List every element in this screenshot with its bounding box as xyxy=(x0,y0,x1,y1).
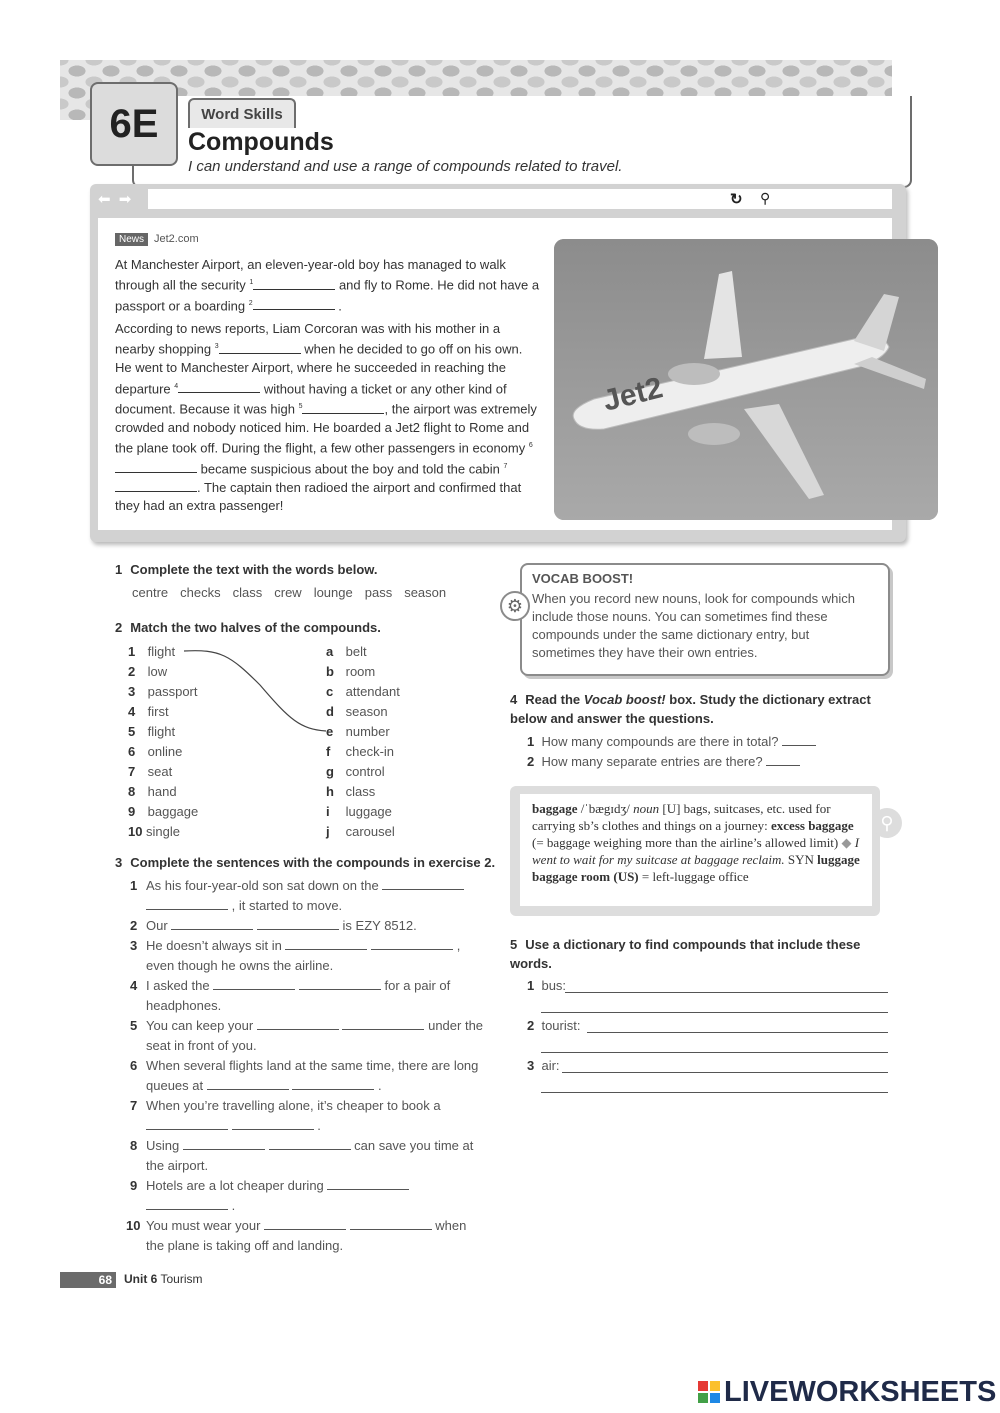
ex1-heading: 1 Complete the text with the words below. xyxy=(115,562,378,577)
vocab-boost-text: When you record new nouns, look for compounds which include those nouns. You can sometimes find these compounds under the same dictionary entry, but sometimes they have their own entries. xyxy=(532,591,856,660)
ex3-sentence-6: 6 When several flights land at the same time, there are long queues at . xyxy=(130,1058,479,1093)
news-site: Jet2.com xyxy=(154,233,199,245)
match-left-item: 4 first xyxy=(128,704,169,719)
plane-livery: Jet2 xyxy=(599,371,666,418)
match-left-item: 8 hand xyxy=(128,784,177,799)
ex3-sentence-10: 10 You must wear your when the plane is taking off and landing. xyxy=(126,1218,467,1253)
match-example-line xyxy=(180,645,330,735)
nav-arrows-icon[interactable]: ⬅ ➡ xyxy=(98,191,134,208)
gear-icon: ⚙ xyxy=(500,591,530,621)
ex2-heading: 2 Match the two halves of the compounds. xyxy=(115,620,381,635)
match-left-item: 6 online xyxy=(128,744,183,759)
ex3-sentence-5: 5 You can keep your under the seat in front of you. xyxy=(130,1018,484,1053)
match-right-item: j carousel xyxy=(326,824,395,839)
ex3-blank[interactable] xyxy=(232,1118,314,1130)
ex3-blank[interactable] xyxy=(257,918,339,930)
blank-1[interactable] xyxy=(253,277,335,290)
ex3-blank[interactable] xyxy=(146,1198,228,1210)
unit-code: 6E xyxy=(90,82,178,166)
ex5-answer-line[interactable] xyxy=(565,991,888,993)
refresh-icon[interactable]: ↻ xyxy=(730,191,743,208)
ex5-item-2: 2 tourist: xyxy=(527,1018,581,1033)
blank-6[interactable] xyxy=(115,460,197,473)
match-right-item: e number xyxy=(326,724,390,739)
ex4-question-2: 2 How many separate entries are there? xyxy=(527,754,800,769)
ex3-sentence-2: 2 Our is EZY 8512. xyxy=(130,918,417,933)
ex5-answer-line[interactable] xyxy=(587,1031,888,1033)
ex4-question-1: 1 How many compounds are there in total? xyxy=(527,734,816,749)
liveworksheets-logo[interactable]: LIVEWORKSHEETS xyxy=(724,1376,997,1408)
liveworksheets-badge-icon xyxy=(698,1381,720,1403)
article-paragraph-2: According to news reports, Liam Corcoran was with his mother in a nearby shopping $^3$ when he decided to go off on his own. He went to Manchester Airport, where he succeeded in reaching the departure $^4$ without having a ticket or any other kind of document. Because it was high $^5$ , the airport was extremely crowded and nobody noticed him. He boarded a Jet2 flight to Rome and the plane took off. During the flight, a few other passengers in economy $^6$ became suspicious about the boy and told the cabin $^7$. The captain then radioed the airport and confirmed that they had an extra passenger! xyxy=(115,321,537,514)
ex3-blank[interactable] xyxy=(183,1138,265,1150)
ex3-sentence-8: 8 Using can save you time at the airport. xyxy=(130,1138,474,1173)
dictionary-entry: baggage /ˈbægɪdʒ/ noun [U] bags, suitcases, etc. used for carrying sb’s clothes and things on a journey: excess baggage (= baggage weighing more than the airline’s allowed limit) ◆ I went to wait for my suitcase at baggage reclaim. SYN luggage baggage room (US) = left-luggage office xyxy=(532,801,860,884)
word-skills-tab: Word Skills xyxy=(188,98,296,128)
ex4-blank[interactable] xyxy=(782,734,816,746)
airplane-illustration xyxy=(554,239,938,520)
match-right-item: b room xyxy=(326,664,376,679)
ex3-blank[interactable] xyxy=(264,1218,346,1230)
vocab-boost-title: VOCAB BOOST! xyxy=(532,571,634,586)
page-title: Compounds xyxy=(188,128,334,156)
match-left-item: 3 passport xyxy=(128,684,198,699)
match-left-item: 10 single xyxy=(128,824,180,839)
blank-7[interactable] xyxy=(115,479,197,492)
ex3-blank[interactable] xyxy=(171,918,253,930)
match-left-item: 7 seat xyxy=(128,764,173,779)
ex3-blank[interactable] xyxy=(146,1118,228,1130)
magnifier-icon: ⚲ xyxy=(872,808,902,838)
blank-4[interactable] xyxy=(178,380,260,393)
address-bar[interactable] xyxy=(148,189,892,209)
match-left-item: 2 low xyxy=(128,664,168,679)
match-right-list xyxy=(326,644,400,844)
lesson-objective: I can understand and use a range of compounds related to travel. xyxy=(188,158,623,175)
ex3-sentence-9: 9 Hotels are a lot cheaper during . xyxy=(146,1176,491,1216)
ex3-blank[interactable] xyxy=(285,938,367,950)
match-right-item: a belt xyxy=(326,644,367,659)
ex5-answer-line[interactable] xyxy=(541,1091,888,1093)
ex4-blank[interactable] xyxy=(766,754,800,766)
news-tag: News xyxy=(115,233,148,246)
ex5-answer-line[interactable] xyxy=(541,1051,888,1053)
ex3-blank[interactable] xyxy=(299,978,381,990)
page-number: 68 xyxy=(60,1272,116,1288)
match-right-item: d season xyxy=(326,704,388,719)
ex3-heading: 3 Complete the sentences with the compounds in exercise 2. xyxy=(115,855,496,870)
ex3-blank[interactable] xyxy=(327,1178,409,1190)
match-right-item: g control xyxy=(326,764,385,779)
ex3-sentence-7: 7 When you’re travelling alone, it’s cheaper to book a . xyxy=(130,1098,441,1133)
match-left-item: 9 baggage xyxy=(128,804,199,819)
ex3-blank[interactable] xyxy=(371,938,453,950)
article-paragraph-1: At Manchester Airport, an eleven-year-old boy has managed to walk through all the security $^1$ and fly to Rome. He did not have a passport or a boarding $^2$ . xyxy=(115,257,540,314)
ex3-sentence-1: 1 As his four-year-old son sat down on the , it started to move. xyxy=(146,876,491,916)
blank-2[interactable] xyxy=(253,297,335,310)
match-left-item: 1 flight xyxy=(128,644,176,659)
ex3-blank[interactable] xyxy=(257,1018,339,1030)
ex5-heading: 5 Use a dictionary to find compounds that include these words. xyxy=(510,937,861,971)
footer-unit: Unit 6 Tourism xyxy=(124,1272,203,1286)
match-left-item: 5 flight xyxy=(128,724,176,739)
ex3-blank[interactable] xyxy=(342,1018,424,1030)
search-icon[interactable]: ⚲ xyxy=(760,190,771,206)
ex5-answer-line[interactable] xyxy=(541,1011,888,1013)
match-right-item: f check-in xyxy=(326,744,395,759)
ex3-blank[interactable] xyxy=(213,978,295,990)
ex5-answer-line[interactable] xyxy=(562,1071,888,1073)
ex3-blank[interactable] xyxy=(350,1218,432,1230)
ex5-item-1: 1 bus: xyxy=(527,978,567,993)
match-right-item: h class xyxy=(326,784,376,799)
ex3-blank[interactable] xyxy=(207,1078,289,1090)
word-bank: centre checks class crew lounge pass season xyxy=(132,585,447,600)
ex3-sentence-3: 3 He doesn’t always sit in , even though he owns the airline. xyxy=(130,938,461,973)
blank-3[interactable] xyxy=(219,341,301,354)
ex3-sentence-4: 4 I asked the for a pair of headphones. xyxy=(130,978,451,1013)
ex5-item-3: 3 air: xyxy=(527,1058,560,1073)
ex3-blank[interactable] xyxy=(269,1138,351,1150)
match-right-item: c attendant xyxy=(326,684,400,699)
ex3-blank[interactable] xyxy=(292,1078,374,1090)
match-right-item: i luggage xyxy=(326,804,392,819)
blank-5[interactable] xyxy=(302,401,384,414)
ex3-blank[interactable] xyxy=(382,878,464,890)
ex3-blank[interactable] xyxy=(146,898,228,910)
ex4-heading: 4 Read the Vocab boost! box. Study the dictionary extract below and answer the questions. xyxy=(510,692,871,726)
airplane-photo xyxy=(554,239,938,520)
